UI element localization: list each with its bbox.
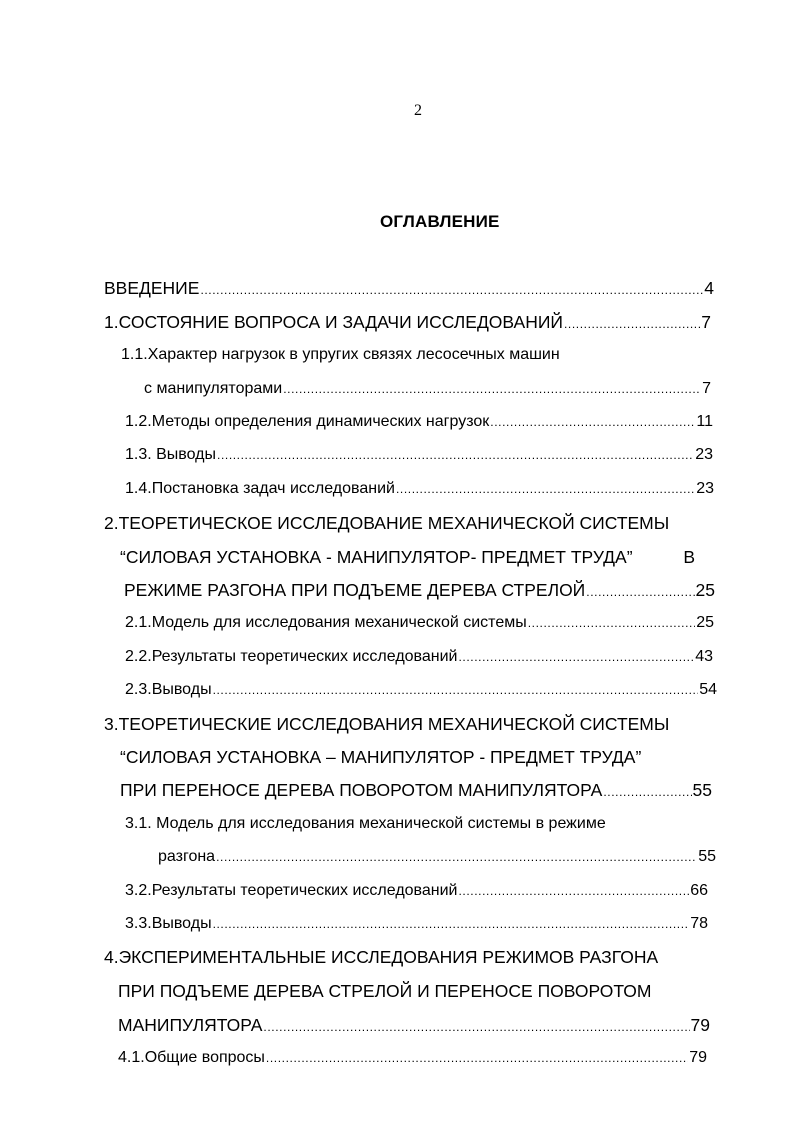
toc-entry-text: 1.2.Методы определения динамических нагрузок: [125, 413, 490, 430]
toc-entry-3-3: [125, 912, 708, 936]
toc-entry-text: 3.3.Выводы: [125, 915, 212, 932]
toc-entry-section-2-line3: [124, 578, 715, 602]
toc-entry-text: с манипуляторами: [144, 380, 283, 397]
leader-dots: [490, 410, 695, 434]
leader-dots: [396, 477, 695, 501]
toc-entry-section-4-line2: ПРИ ПОДЪЕМЕ ДЕРЕВА СТРЕЛОЙ И ПЕРЕНОСЕ ПОВОРОТОМ: [118, 981, 652, 1001]
toc-entry-4-1: [118, 1046, 707, 1070]
toc-page-number: 23: [696, 480, 714, 497]
toc-page-number: 54: [699, 681, 717, 698]
toc-page-number: 4: [704, 278, 714, 298]
leader-dots: [458, 645, 694, 669]
leader-dots: [586, 580, 694, 602]
toc-entry-section-1: [104, 310, 711, 334]
toc-page-number: 25: [696, 614, 714, 631]
leader-dots: [213, 912, 690, 936]
toc-page-number: 79: [689, 1049, 707, 1066]
toc-title: ОГЛАВЛЕНИЕ: [380, 212, 500, 231]
leader-dots: [263, 1015, 689, 1037]
leader-dots: [603, 780, 691, 802]
leader-dots: [200, 278, 703, 300]
toc-entry-section-2-line2: [120, 545, 695, 569]
leader-dots: [458, 879, 689, 903]
toc-page-number: 43: [695, 648, 713, 665]
toc-entry-1-2: [125, 410, 713, 434]
leader-dots: [213, 678, 699, 702]
toc-entry-1-1-line1: 1.1.Характер нагрузок в упругих связях лесосечных машин: [121, 346, 560, 363]
toc-entry-text: 2.1.Модель для исследования механической системы: [125, 614, 527, 631]
toc-entry-1-1-line2: [144, 377, 711, 401]
toc-entry-1-4: [125, 477, 714, 501]
leader-dots: [266, 1046, 688, 1070]
toc-entry-2-3: [125, 678, 717, 702]
toc-entry-text: “СИЛОВАЯ УСТАНОВКА - МАНИПУЛЯТОР- ПРЕДМЕТ ТРУДА”: [120, 547, 633, 567]
page-number: 2: [414, 102, 422, 119]
leader-dots: [283, 377, 701, 401]
toc-page-number: 55: [692, 780, 712, 800]
toc-entry-text: 1.4.Постановка задач исследований: [125, 480, 395, 497]
toc-entry-3-1-line1: 3.1. Модель для исследования механической системы в режиме: [125, 815, 606, 832]
toc-entry-section-3-line3: [120, 778, 712, 802]
toc-entry-2-1: [125, 611, 714, 635]
toc-entry-text: 1.СОСТОЯНИЕ ВОПРОСА И ЗАДАЧИ ИССЛЕДОВАНИЙ: [104, 312, 563, 332]
leader-dots: [216, 845, 697, 869]
leader-dots: [564, 312, 700, 334]
toc-entry-text: 2.2.Результаты теоретических исследований: [125, 648, 458, 665]
toc-entry-text: 3.2.Результаты теоретических исследований: [125, 882, 458, 899]
toc-entry-2-2: [125, 645, 713, 669]
toc-entry-text: 2.3.Выводы: [125, 681, 212, 698]
toc-page-number: 55: [698, 848, 716, 865]
toc-entry-text: ВВЕДЕНИЕ: [104, 278, 200, 298]
toc-entry-text: 1.3. Выводы: [125, 446, 217, 463]
toc-entry-section-3-line1: 3.ТЕОРЕТИЧЕСКИЕ ИССЛЕДОВАНИЯ МЕХАНИЧЕСКОЙ СИСТЕМЫ: [104, 714, 670, 734]
toc-entry-1-3: [125, 443, 713, 467]
toc-entry-text: разгона: [158, 848, 216, 865]
toc-entry-section-4-line3: [118, 1013, 710, 1037]
toc-entry-intro: [104, 276, 714, 300]
toc-entry-section-2-line1: 2.ТЕОРЕТИЧЕСКОЕ ИССЛЕДОВАНИЕ МЕХАНИЧЕСКОЙ СИСТЕМЫ: [104, 513, 670, 533]
toc-entry-section-4-line1: 4.ЭКСПЕРИМЕНТАЛЬНЫЕ ИССЛЕДОВАНИЯ РЕЖИМОВ РАЗГОНА: [104, 947, 659, 967]
toc-entry-section-3-line2: “СИЛОВАЯ УСТАНОВКА – МАНИПУЛЯТОР - ПРЕДМЕТ ТРУДА”: [120, 747, 642, 767]
toc-page-number: 25: [695, 580, 715, 600]
toc-page-number: 79: [690, 1015, 710, 1035]
toc-page-number: 66: [690, 882, 708, 899]
toc-page-number: 23: [695, 446, 713, 463]
toc-page-number: 7: [701, 312, 711, 332]
toc-entry-text: В: [683, 547, 695, 567]
toc-entry-text: МАНИПУЛЯТОРА: [118, 1015, 263, 1035]
toc-entry-text: 4.1.Общие вопросы: [118, 1049, 265, 1066]
toc-entry-text: РЕЖИМЕ РАЗГОНА ПРИ ПОДЪЕМЕ ДЕРЕВА СТРЕЛОЙ: [124, 580, 586, 600]
leader-dots: [528, 611, 695, 635]
toc-entry-text: ПРИ ПЕРЕНОСЕ ДЕРЕВА ПОВОРОТОМ МАНИПУЛЯТОРА: [120, 780, 603, 800]
toc-page-number: 7: [702, 380, 711, 397]
toc-page-number: 78: [690, 915, 708, 932]
toc-entry-3-2: [125, 879, 708, 903]
leader-dots: [217, 443, 694, 467]
toc-page-number: 11: [696, 413, 713, 430]
toc-entry-3-1-line2: [158, 845, 716, 869]
